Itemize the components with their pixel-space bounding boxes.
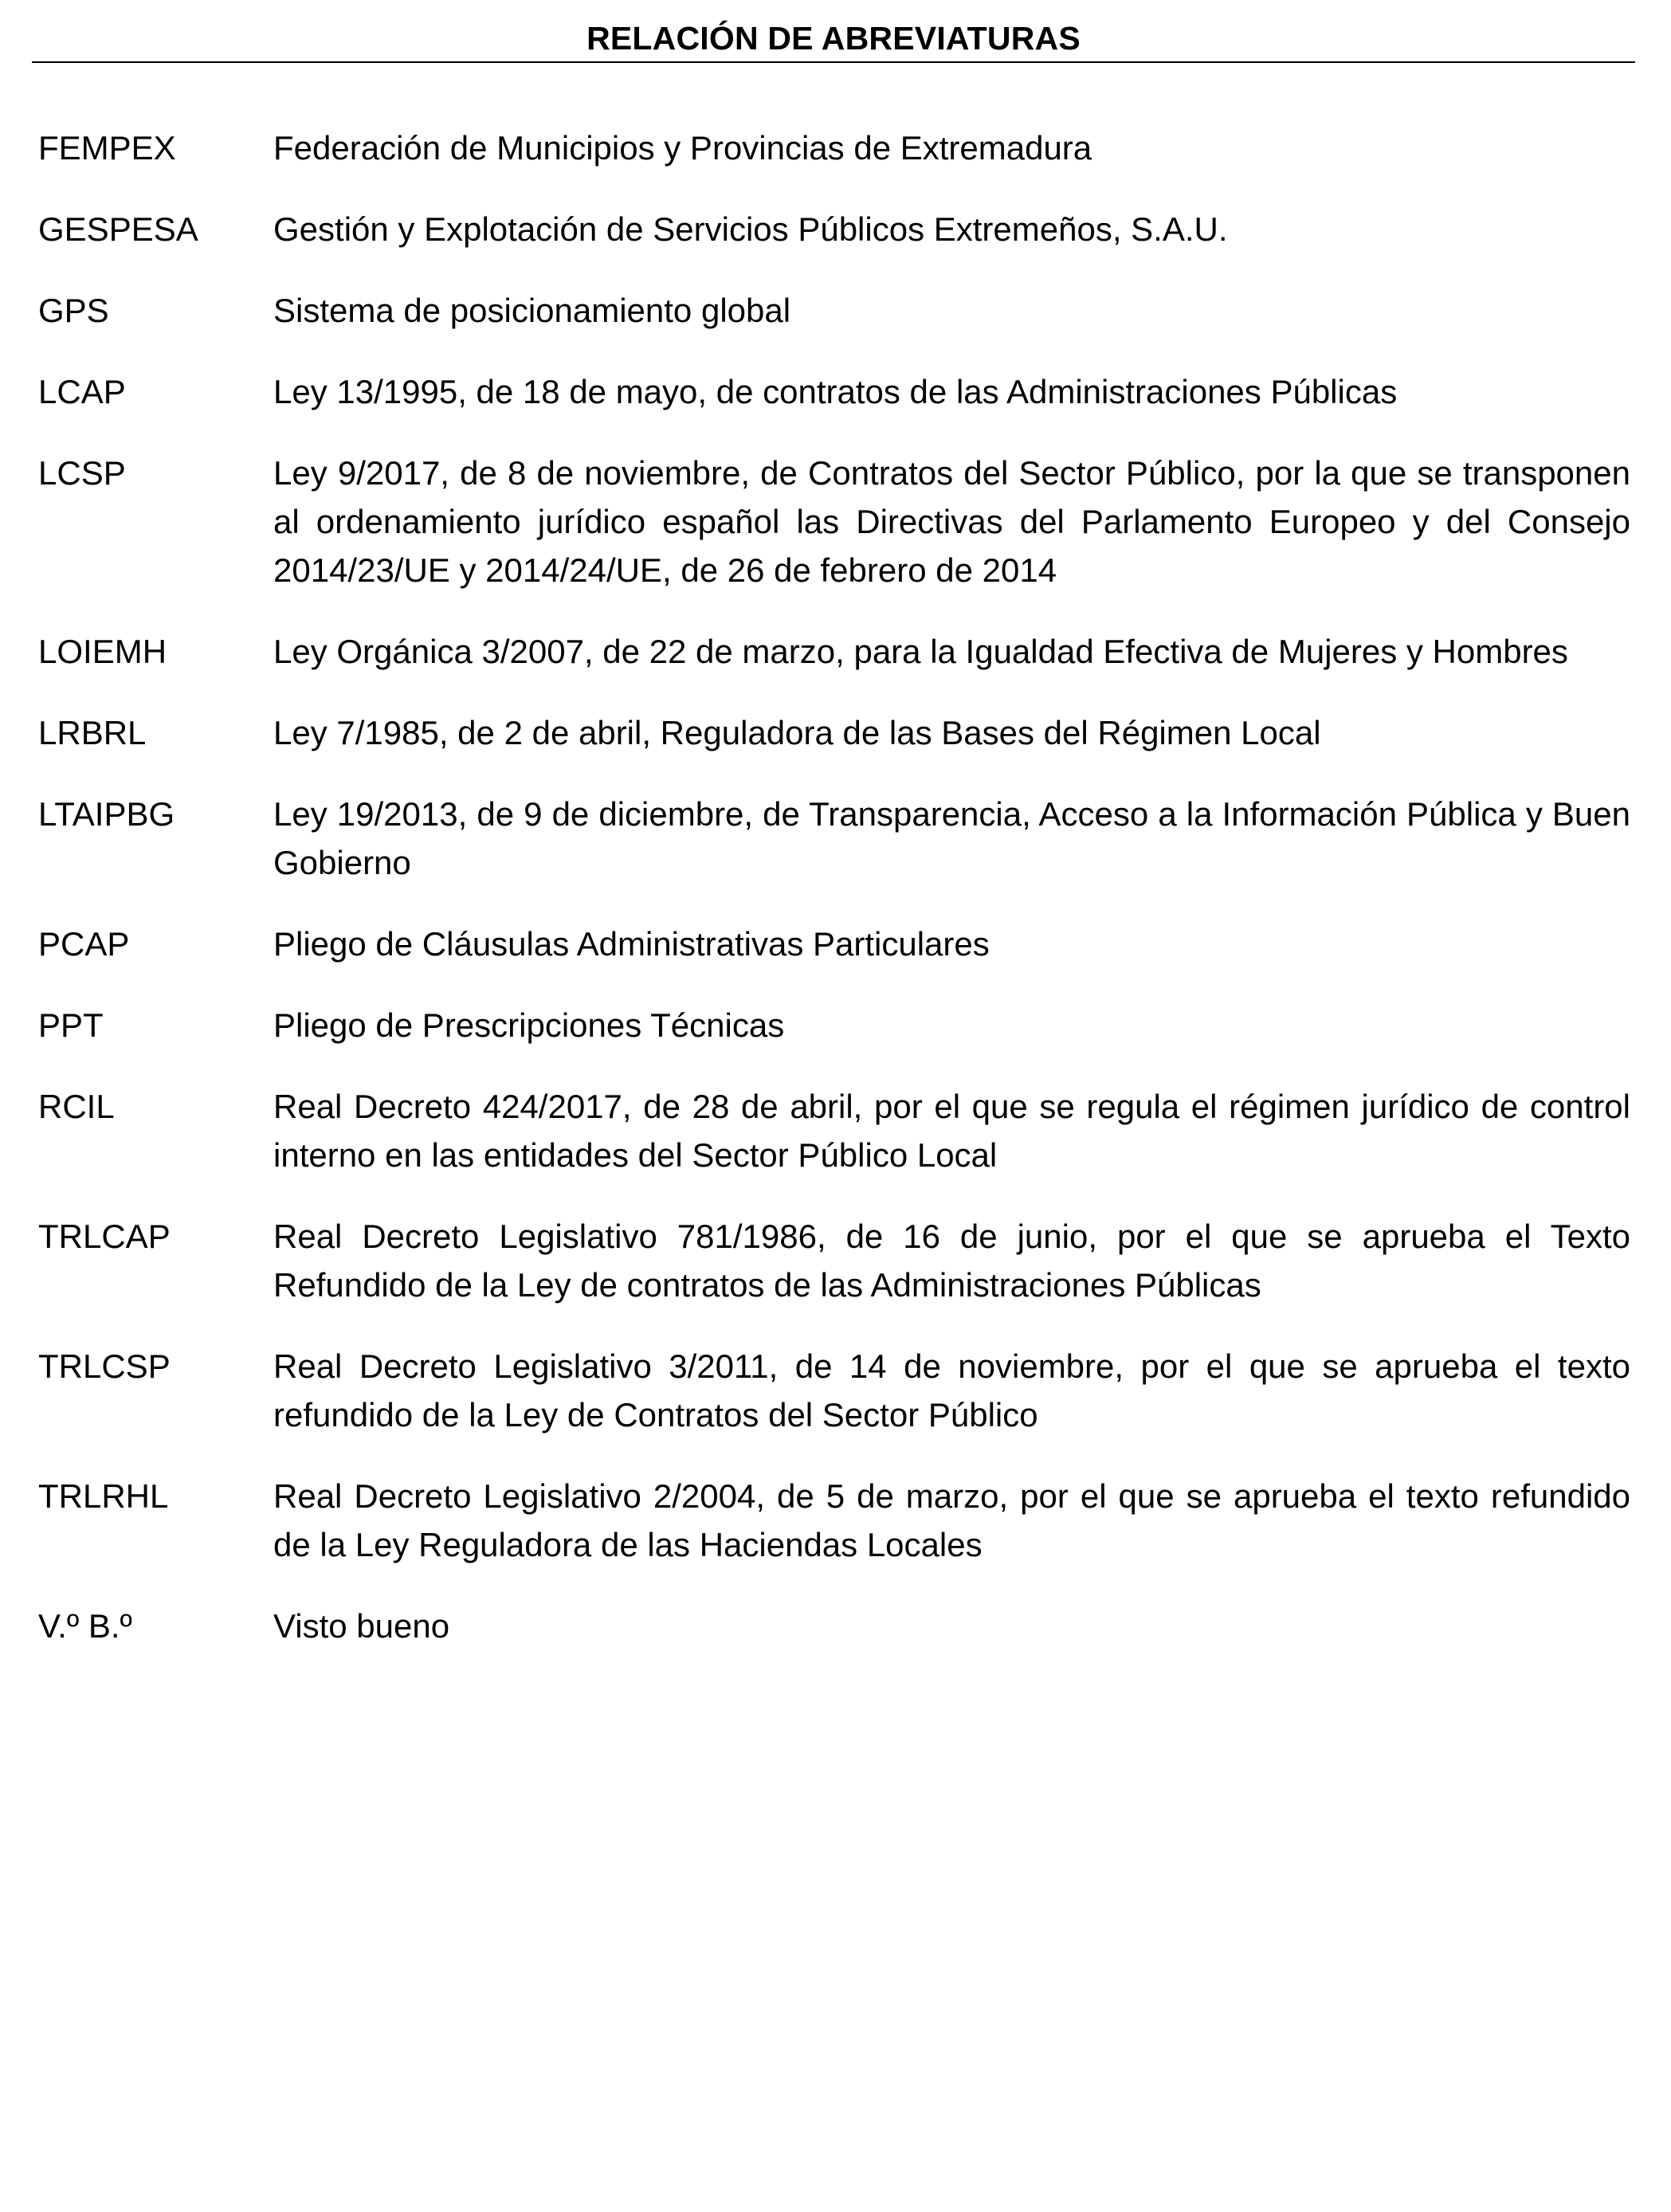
- abbreviation-entry-lcap: [38, 367, 1630, 416]
- abbreviation-definition: Ley 7/1985, de 2 de abril, Reguladora de las Bases del Régimen Local: [273, 714, 1321, 751]
- abbreviation-definition: Ley 13/1995, de 18 de mayo, de contratos de las Administraciones Públicas: [273, 373, 1398, 410]
- abbreviation-definition: Real Decreto Legislativo 3/2011, de 14 de noviembre, por el que se aprueba el texto refundido de la Ley de Contratos del Sector Público: [273, 1347, 1630, 1433]
- abbreviation-term: LTAIPBG: [38, 795, 175, 833]
- abbreviation-term: TRLCSP: [38, 1347, 171, 1385]
- abbreviation-entry-trlrhl: [38, 1472, 1630, 1569]
- abbreviation-entry-pcap: [38, 920, 1630, 968]
- abbreviation-entry-gespesa: [38, 205, 1630, 253]
- abbreviation-definition: Gestión y Explotación de Servicios Públicos Extremeños, S.A.U.: [273, 210, 1228, 248]
- abbreviation-entry-vobo: [38, 1602, 1630, 1650]
- abbreviations-list: [38, 124, 1630, 1683]
- abbreviation-term: PCAP: [38, 925, 130, 963]
- abbreviation-term: FEMPEX: [38, 129, 176, 167]
- abbreviation-definition: Ley 9/2017, de 8 de noviembre, de Contratos del Sector Público, por la que se transponen al ordenamiento jurídico español las Directivas del Parlamento Europeo y del Consejo 2014/23/UE y 2014/24/UE, de 26 de febrero de 2014: [273, 454, 1630, 589]
- abbreviation-entry-trlcap: [38, 1212, 1630, 1309]
- abbreviation-definition: Pliego de Cláusulas Administrativas Particulares: [273, 925, 990, 963]
- abbreviation-entry-loiemh: [38, 627, 1630, 676]
- abbreviation-definition: Visto bueno: [273, 1607, 450, 1645]
- abbreviation-term: GESPESA: [38, 210, 198, 248]
- page-title: RELACIÓN DE ABREVIATURAS: [586, 20, 1081, 57]
- abbreviation-entry-lcsp: [38, 449, 1630, 594]
- abbreviation-entry-gps: [38, 286, 1630, 335]
- title-divider: [32, 61, 1635, 63]
- abbreviation-term: PPT: [38, 1006, 104, 1044]
- abbreviation-definition: Sistema de posicionamiento global: [273, 292, 791, 329]
- abbreviation-definition: Real Decreto Legislativo 781/1986, de 16 de junio, por el que se aprueba el Texto Refundido de la Ley de contratos de las Administraciones Públicas: [273, 1218, 1630, 1304]
- abbreviation-entry-ppt: [38, 1001, 1630, 1049]
- abbreviation-definition: Real Decreto Legislativo 2/2004, de 5 de marzo, por el que se aprueba el texto refundido de la Ley Reguladora de las Haciendas Locales: [273, 1477, 1630, 1563]
- abbreviation-term: RCIL: [38, 1088, 115, 1125]
- abbreviation-term: GPS: [38, 292, 109, 329]
- abbreviation-term: TRLCAP: [38, 1218, 171, 1255]
- abbreviation-definition: Federación de Municipios y Provincias de Extremadura: [273, 129, 1092, 167]
- abbreviation-definition: Ley 19/2013, de 9 de diciembre, de Transparencia, Acceso a la Información Pública y Buen Gobierno: [273, 795, 1630, 881]
- abbreviation-term: TRLRHL: [38, 1477, 169, 1515]
- abbreviation-definition: Real Decreto 424/2017, de 28 de abril, por el que se regula el régimen jurídico de control interno en las entidades del Sector Público Local: [273, 1088, 1630, 1174]
- abbreviation-entry-trlcsp: [38, 1342, 1630, 1439]
- abbreviation-definition: Ley Orgánica 3/2007, de 22 de marzo, para la Igualdad Efectiva de Mujeres y Hombres: [273, 633, 1568, 670]
- abbreviation-definition: Pliego de Prescripciones Técnicas: [273, 1006, 785, 1044]
- abbreviation-term: LOIEMH: [38, 633, 167, 670]
- abbreviation-term: LCAP: [38, 373, 126, 410]
- abbreviation-entry-rcil: [38, 1082, 1630, 1179]
- abbreviation-term: LCSP: [38, 454, 126, 492]
- abbreviation-entry-fempex: [38, 124, 1630, 172]
- abbreviation-term: LRBRL: [38, 714, 147, 751]
- abbreviation-entry-lrbrl: [38, 708, 1630, 757]
- abbreviation-entry-ltaipbg: [38, 790, 1630, 887]
- abbreviation-term: V.º B.º: [38, 1607, 132, 1645]
